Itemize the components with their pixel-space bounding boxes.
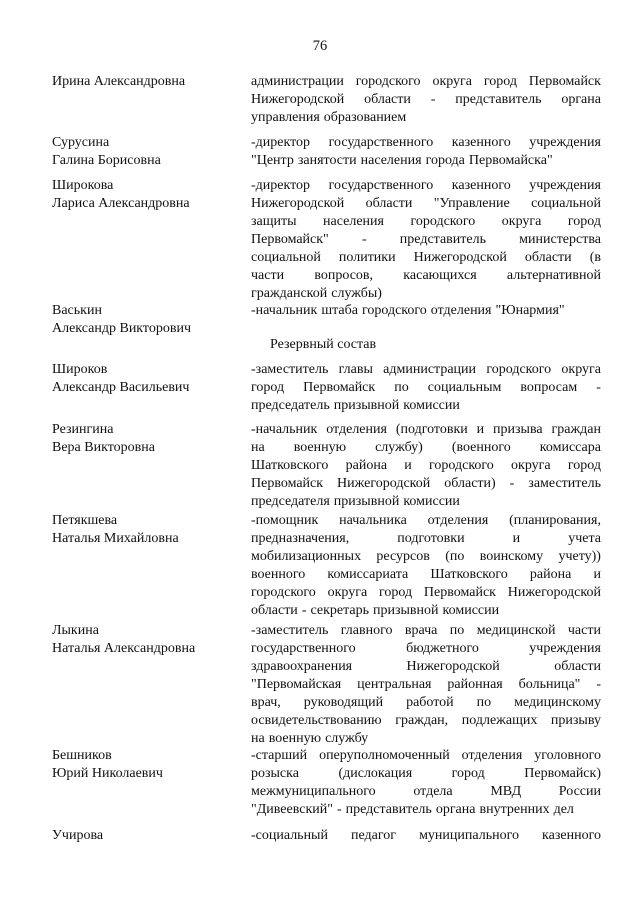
role-word: образованием: [323, 110, 407, 125]
role-word: врача: [404, 623, 438, 638]
role-word: области: [365, 196, 413, 211]
role-line: [251, 730, 601, 748]
role-word: Первомайск": [251, 232, 329, 247]
role-word: комиссии: [442, 603, 500, 618]
name-line: Александр Васильевич: [52, 380, 190, 395]
role-word: дел: [553, 802, 574, 817]
role-line: [251, 457, 601, 475]
role-word: "Управление: [433, 196, 510, 211]
role-word: розыска: [251, 766, 299, 781]
role-word: предназначения,: [251, 531, 350, 546]
role-word: отделения: [461, 748, 523, 763]
role-word: области: [554, 659, 601, 674]
role-word: комиссии: [403, 494, 460, 509]
role-word: гражданской: [251, 286, 328, 301]
name-line: Юрий Николаевич: [52, 766, 163, 781]
role-line: [251, 827, 601, 845]
role-line: [251, 622, 601, 640]
role-word: город: [567, 458, 601, 473]
role-word: главы: [338, 362, 373, 377]
member-role: [251, 421, 601, 511]
role-word: МВД: [490, 784, 522, 799]
role-word: председатель: [251, 398, 330, 413]
section-heading: Резервный состав: [270, 337, 377, 352]
role-word: на: [251, 731, 265, 746]
role-word: Первомайска": [468, 153, 553, 168]
member-name: [52, 512, 242, 548]
role-line: [251, 783, 601, 801]
role-word: городского: [361, 303, 427, 318]
role-word: -заместитель: [251, 623, 329, 638]
role-word: военного: [251, 567, 306, 582]
role-word: района: [345, 458, 388, 473]
member-role: [251, 622, 601, 748]
member-name: [52, 747, 242, 783]
role-word: -старший: [251, 748, 308, 763]
role-line: [251, 361, 601, 379]
role-word: ресурсов: [376, 549, 430, 564]
role-line: [251, 134, 601, 152]
role-word: комиссара: [539, 440, 601, 455]
role-word: по: [449, 623, 465, 638]
role-word: уголовного: [534, 748, 601, 763]
role-line: [251, 747, 601, 765]
role-line: [251, 602, 601, 620]
role-word: -: [301, 603, 307, 618]
role-word: вопросов,: [314, 268, 374, 283]
role-word: -: [430, 92, 436, 107]
role-word: Шатковского: [251, 458, 329, 473]
name-line: Наталья Михайловна: [52, 531, 179, 546]
role-word: Первомайск: [528, 74, 601, 89]
role-line: [251, 421, 601, 439]
role-word: части: [251, 268, 285, 283]
role-word: представитель: [399, 232, 486, 247]
role-line: [251, 712, 601, 730]
role-word: районная: [447, 677, 503, 692]
role-line: [251, 213, 601, 231]
name-line: Широкова: [52, 178, 114, 193]
name-line: Лыкина: [52, 623, 99, 638]
role-word: -директор: [251, 135, 311, 150]
member-name: [52, 421, 242, 457]
role-word: город: [378, 585, 413, 600]
role-line: [251, 152, 601, 170]
role-word: защиты: [251, 214, 297, 229]
role-word: округа: [511, 458, 551, 473]
member-name: [52, 361, 242, 397]
role-word: представитель: [455, 92, 542, 107]
role-word: России: [558, 784, 601, 799]
role-line: [251, 512, 601, 530]
role-word: центральная: [357, 677, 432, 692]
role-word: учреждения: [529, 135, 601, 150]
role-word: начальника: [339, 513, 407, 528]
role-word: Нижегородской: [413, 250, 507, 265]
role-word: Нижегородской: [507, 585, 601, 600]
member-role: [251, 177, 601, 303]
role-word: подлежащих: [461, 713, 538, 728]
member-role: [251, 302, 601, 320]
role-word: отделения: [430, 303, 492, 318]
role-word: округа: [561, 362, 601, 377]
name-line: Сурусина: [52, 135, 110, 150]
name-line: Александр Викторович: [52, 321, 192, 336]
role-word: -начальник: [251, 303, 318, 318]
role-word: городского: [355, 74, 421, 89]
role-word: по: [394, 380, 409, 395]
role-word: района: [529, 567, 572, 582]
role-word: врач,: [251, 695, 281, 710]
name-line: Вера Викторовна: [52, 440, 155, 455]
name-line: Наталья Александровна: [52, 641, 196, 656]
role-word: казенного: [451, 135, 511, 150]
role-word: округа: [501, 214, 542, 229]
role-word: (дислокация: [338, 766, 413, 781]
role-word: учреждения: [529, 178, 601, 193]
name-line: Резингина: [52, 422, 114, 437]
role-word: администрации: [383, 362, 477, 377]
role-word: и: [593, 567, 601, 582]
member-name: [52, 134, 242, 170]
role-word: отдела: [413, 784, 453, 799]
role-word: службы): [331, 286, 382, 301]
role-word: мобилизационных: [251, 549, 362, 564]
role-word: и: [512, 531, 521, 546]
role-line: [251, 177, 601, 195]
role-word: администрации: [251, 74, 344, 89]
role-word: на: [251, 440, 265, 455]
role-word: города: [425, 153, 465, 168]
role-word: Первомайск): [524, 766, 601, 781]
role-word: Первомайск: [251, 476, 324, 491]
role-word: представитель: [345, 802, 432, 817]
role-word: министерства: [519, 232, 601, 247]
role-line: [251, 530, 601, 548]
role-word: муниципального: [419, 828, 519, 843]
role-word: городского: [429, 458, 494, 473]
role-word: области): [444, 476, 496, 491]
role-word: и: [476, 422, 485, 437]
role-line: [251, 249, 601, 267]
role-word: -: [596, 677, 601, 692]
role-word: военную: [268, 731, 322, 746]
role-line: [251, 584, 601, 602]
role-line: [251, 73, 601, 91]
member-role: [251, 512, 601, 620]
role-word: по: [476, 695, 492, 710]
role-line: [251, 91, 601, 109]
member-role: [251, 747, 601, 819]
role-word: (в: [589, 250, 601, 265]
member-name: [52, 622, 242, 658]
role-word: работой: [406, 695, 454, 710]
member-role: [251, 361, 601, 415]
role-word: (военного: [451, 440, 511, 455]
role-word: службу: [325, 731, 369, 746]
role-line: [251, 231, 601, 249]
role-word: оперуполномоченный: [319, 748, 450, 763]
role-line: [251, 566, 601, 584]
role-word: внутренних: [479, 802, 550, 817]
role-word: город: [251, 380, 285, 395]
role-word: Первомайск: [423, 585, 496, 600]
role-line: [251, 676, 601, 694]
role-word: освидетельствованию: [251, 713, 382, 728]
role-word: -директор: [251, 178, 311, 193]
role-word: "Первомайская: [251, 677, 342, 692]
role-word: призыву: [550, 713, 601, 728]
role-word: педагог: [351, 828, 397, 843]
role-word: альтернативной: [506, 268, 601, 283]
role-line: [251, 801, 601, 819]
role-word: отделения: [427, 513, 489, 528]
role-word: социальной: [251, 250, 321, 265]
role-word: "Центр: [251, 153, 294, 168]
role-word: Нижегородской: [406, 659, 500, 674]
role-word: части: [567, 623, 601, 638]
member-name: [52, 827, 242, 845]
role-word: области: [524, 250, 572, 265]
role-word: город: [567, 214, 601, 229]
role-word: городского: [410, 214, 476, 229]
role-word: казенного: [542, 828, 601, 843]
role-word: казенного: [451, 178, 511, 193]
role-word: государственного: [251, 641, 356, 656]
role-word: политики: [338, 250, 396, 265]
role-word: касающихся: [403, 268, 477, 283]
role-word: вопросам: [520, 380, 578, 395]
role-line: [251, 267, 601, 285]
role-word: и: [404, 458, 412, 473]
role-word: призыва: [493, 422, 543, 437]
member-name: [52, 302, 242, 338]
role-word: учета: [568, 531, 601, 546]
role-word: -социальный: [251, 828, 328, 843]
name-line: Галина Борисовна: [52, 153, 161, 168]
role-word: медицинской: [476, 623, 556, 638]
role-line: [251, 195, 601, 213]
role-word: городского: [486, 362, 552, 377]
role-word: руководящий: [303, 695, 384, 710]
role-word: призывной: [373, 603, 439, 618]
role-word: населения: [360, 153, 422, 168]
role-line: [251, 439, 601, 457]
member-role: [251, 73, 601, 127]
member-name: [52, 73, 242, 91]
role-line: [251, 285, 601, 303]
role-word: "Дивеевский": [251, 802, 333, 817]
name-line: Лариса Александровна: [52, 196, 190, 211]
role-word: (планирования,: [509, 513, 601, 528]
role-word: городского: [251, 585, 316, 600]
role-line: [251, 475, 601, 493]
role-word: медицинскому: [514, 695, 601, 710]
role-word: Шатковского: [430, 567, 508, 582]
role-word: государственного: [328, 135, 434, 150]
role-word: округа: [327, 585, 368, 600]
role-line: [251, 493, 601, 511]
role-word: воинскому: [479, 549, 544, 564]
member-role: [251, 827, 601, 845]
role-word: Нижегородской: [337, 476, 431, 491]
role-word: области: [364, 92, 411, 107]
role-word: межмуниципального: [251, 784, 376, 799]
role-line: [251, 109, 601, 127]
role-word: социальным: [427, 380, 502, 395]
role-word: секретарь: [310, 603, 369, 618]
role-word: (подготовки: [395, 422, 468, 437]
role-word: город: [483, 74, 518, 89]
role-word: граждан: [551, 422, 601, 437]
role-word: -начальник: [251, 422, 318, 437]
role-line: [251, 302, 601, 320]
role-line: [251, 694, 601, 712]
name-line: Петякшева: [52, 513, 118, 528]
role-line: [251, 658, 601, 676]
role-word: комиссии: [403, 398, 460, 413]
role-word: округа: [432, 74, 473, 89]
role-word: подготовки: [397, 531, 465, 546]
page-number: 76: [312, 38, 328, 54]
role-word: (по: [445, 549, 465, 564]
member-name: [52, 177, 242, 213]
role-word: органа: [561, 92, 601, 107]
role-line: [251, 397, 601, 415]
role-word: призывной: [333, 494, 400, 509]
role-word: учреждения: [529, 641, 601, 656]
role-word: "Юнармия": [495, 303, 565, 318]
role-word: органа: [435, 802, 476, 817]
role-word: заместитель: [528, 476, 601, 491]
role-word: здравоохранения: [251, 659, 353, 674]
role-word: занятости: [297, 153, 357, 168]
role-line: [251, 379, 601, 397]
role-word: учету)): [558, 549, 601, 564]
role-line: [251, 765, 601, 783]
role-word: военную: [293, 440, 347, 455]
role-word: штаба: [321, 303, 358, 318]
role-word: Нижегородской: [251, 92, 345, 107]
role-word: Нижегородской: [251, 196, 345, 211]
name-line: Ирина Александровна: [52, 74, 186, 89]
name-line: Учирова: [52, 828, 104, 843]
role-word: граждан,: [395, 713, 449, 728]
role-word: главного: [340, 623, 393, 638]
role-word: бюджетного: [406, 641, 479, 656]
role-word: управления: [251, 110, 320, 125]
role-line: [251, 640, 601, 658]
role-word: комиссариата: [327, 567, 409, 582]
role-word: -: [596, 380, 601, 395]
role-word: -: [336, 802, 342, 817]
role-word: -: [361, 232, 367, 247]
role-word: -заместитель: [251, 362, 329, 377]
role-word: -: [509, 476, 515, 491]
role-word: отделения: [326, 422, 387, 437]
role-word: государственного: [328, 178, 434, 193]
name-line: Бешников: [52, 748, 112, 763]
name-line: Широков: [52, 362, 108, 377]
member-role: [251, 134, 601, 170]
role-word: населения: [323, 214, 384, 229]
role-word: -помощник: [251, 513, 319, 528]
role-word: больница": [518, 677, 581, 692]
role-word: город: [451, 766, 485, 781]
role-word: председателя: [251, 494, 330, 509]
role-word: Первомайск: [303, 380, 376, 395]
role-word: призывной: [333, 398, 400, 413]
name-line: Васькин: [52, 303, 102, 318]
role-word: области: [251, 603, 298, 618]
role-word: службу): [375, 440, 423, 455]
role-word: социальной: [531, 196, 601, 211]
role-line: [251, 548, 601, 566]
